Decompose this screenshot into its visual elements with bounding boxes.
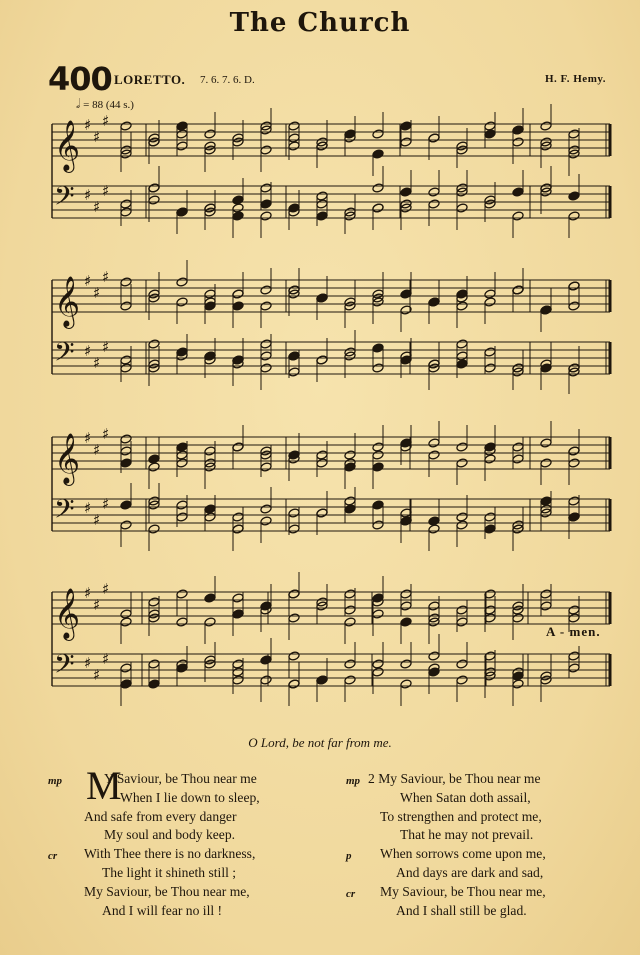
note-head bbox=[512, 442, 524, 452]
note-head bbox=[176, 458, 188, 468]
note-head bbox=[260, 211, 272, 221]
note-head bbox=[512, 125, 524, 135]
note-head bbox=[176, 589, 188, 599]
sharp-icon: ♯ bbox=[84, 584, 92, 602]
note-head bbox=[260, 516, 272, 526]
note-head bbox=[568, 211, 580, 221]
verse-text: My Saviour, be Thou near me, bbox=[380, 883, 546, 899]
note-head bbox=[176, 512, 188, 522]
note-head bbox=[288, 613, 300, 623]
note-head bbox=[260, 462, 272, 472]
note-head bbox=[484, 363, 496, 373]
verse-line bbox=[346, 902, 626, 921]
note-head bbox=[484, 512, 496, 522]
note-head bbox=[204, 504, 216, 514]
note-head bbox=[456, 442, 468, 452]
note-head bbox=[400, 617, 412, 627]
note-head bbox=[288, 508, 300, 518]
note-head bbox=[120, 609, 132, 619]
note-head bbox=[260, 504, 272, 514]
note-head bbox=[568, 281, 580, 291]
note-head bbox=[456, 359, 468, 369]
note-head bbox=[512, 613, 524, 623]
note-head bbox=[288, 141, 300, 151]
note-head bbox=[260, 351, 272, 361]
verse-text: That he may not prevail. bbox=[400, 827, 534, 843]
sharp-icon: ♯ bbox=[93, 511, 101, 529]
note-head bbox=[372, 442, 384, 452]
verse-line bbox=[48, 770, 338, 789]
note-head bbox=[120, 500, 132, 510]
sharp-icon: ♯ bbox=[102, 112, 110, 130]
note-head bbox=[232, 195, 244, 205]
note-head bbox=[176, 617, 188, 627]
verse-text: When Satan doth assail, bbox=[400, 789, 531, 805]
note-head bbox=[428, 601, 440, 611]
verse-text: To strengthen and protect me, bbox=[380, 808, 542, 824]
note-head bbox=[344, 504, 356, 514]
verse-line bbox=[346, 845, 626, 864]
note-head bbox=[568, 512, 580, 522]
note-head bbox=[568, 458, 580, 468]
note-head bbox=[148, 454, 160, 464]
note-head bbox=[288, 589, 300, 599]
note-head bbox=[120, 434, 132, 444]
dynamic-mark: cr bbox=[346, 887, 356, 900]
verse-line bbox=[48, 902, 338, 921]
note-head bbox=[372, 462, 384, 472]
note-head bbox=[260, 655, 272, 665]
sharp-icon: ♯ bbox=[84, 429, 92, 447]
note-head bbox=[204, 593, 216, 603]
note-head bbox=[568, 301, 580, 311]
note-head bbox=[540, 601, 552, 611]
note-head bbox=[288, 651, 300, 661]
verse-line bbox=[48, 808, 338, 827]
note-head bbox=[176, 500, 188, 510]
note-head bbox=[568, 191, 580, 201]
note-head bbox=[232, 593, 244, 603]
verse-line bbox=[346, 770, 626, 789]
sharp-icon: ♯ bbox=[93, 284, 101, 302]
note-head bbox=[148, 339, 160, 349]
note-head bbox=[540, 458, 552, 468]
tune-name: LORETTO. bbox=[114, 72, 186, 87]
note-head bbox=[344, 589, 356, 599]
note-head bbox=[568, 129, 580, 139]
verse-line bbox=[346, 864, 626, 883]
verse-line bbox=[48, 789, 338, 808]
note-head bbox=[344, 450, 356, 460]
note-head bbox=[344, 675, 356, 685]
note-head bbox=[316, 508, 328, 518]
sharp-icon: ♯ bbox=[93, 128, 101, 146]
note-head bbox=[456, 675, 468, 685]
note-head bbox=[260, 339, 272, 349]
verse-line bbox=[346, 826, 626, 845]
note-head bbox=[204, 129, 216, 139]
note-head bbox=[232, 289, 244, 299]
note-head bbox=[316, 355, 328, 365]
dynamic-mark: p bbox=[346, 850, 352, 863]
note-head bbox=[540, 496, 552, 506]
verse-line bbox=[48, 864, 338, 883]
note-head bbox=[176, 450, 188, 460]
sharp-icon: ♯ bbox=[93, 666, 101, 684]
note-head bbox=[428, 133, 440, 143]
verse-text: And I shall still be glad. bbox=[396, 902, 527, 918]
note-head bbox=[456, 203, 468, 213]
verse-line bbox=[48, 826, 338, 845]
sharp-icon: ♯ bbox=[84, 342, 92, 360]
sharp-icon: ♯ bbox=[102, 338, 110, 356]
note-head bbox=[260, 363, 272, 373]
note-head bbox=[260, 675, 272, 685]
sharp-icon: ♯ bbox=[84, 186, 92, 204]
sharp-icon: ♯ bbox=[93, 596, 101, 614]
note-head bbox=[512, 454, 524, 464]
note-head bbox=[400, 187, 412, 197]
note-head bbox=[512, 187, 524, 197]
treble-clef-icon: 𝄞 bbox=[54, 433, 81, 484]
note-head bbox=[568, 496, 580, 506]
note-head bbox=[456, 659, 468, 669]
verse-text: The light it shineth still ; bbox=[102, 864, 237, 880]
note-head bbox=[204, 446, 216, 456]
note-head bbox=[316, 675, 328, 685]
bass-clef-icon: 𝄢 bbox=[54, 493, 75, 531]
dynamic-mark: cr bbox=[48, 850, 58, 863]
note-head bbox=[176, 442, 188, 452]
note-head bbox=[120, 663, 132, 673]
note-head bbox=[120, 301, 132, 311]
verse-line bbox=[346, 883, 626, 902]
note-head bbox=[316, 450, 328, 460]
note-head bbox=[176, 277, 188, 287]
note-head bbox=[456, 520, 468, 530]
note-head bbox=[344, 496, 356, 506]
note-head bbox=[372, 500, 384, 510]
note-head bbox=[232, 442, 244, 452]
treble-clef-icon: 𝄞 bbox=[54, 588, 81, 639]
note-head bbox=[260, 145, 272, 155]
note-head bbox=[428, 651, 440, 661]
verse-line bbox=[346, 808, 626, 827]
note-head bbox=[232, 609, 244, 619]
note-head bbox=[456, 458, 468, 468]
note-head bbox=[176, 129, 188, 139]
note-head bbox=[148, 679, 160, 689]
note-head bbox=[232, 512, 244, 522]
verse-text: Y Saviour, be Thou near me bbox=[104, 771, 257, 786]
verse-line bbox=[48, 845, 338, 864]
note-head bbox=[540, 589, 552, 599]
sharp-icon: ♯ bbox=[102, 425, 110, 443]
note-head bbox=[400, 679, 412, 689]
sharp-icon: ♯ bbox=[102, 182, 110, 200]
note-head bbox=[372, 149, 384, 159]
verse-line bbox=[48, 883, 338, 902]
note-head bbox=[260, 183, 272, 193]
treble-clef-icon: 𝄞 bbox=[54, 120, 81, 171]
drop-cap: M bbox=[86, 763, 122, 808]
note-head bbox=[232, 524, 244, 534]
sharp-icon: ♯ bbox=[93, 441, 101, 459]
note-head bbox=[428, 438, 440, 448]
note-head bbox=[456, 605, 468, 615]
sharp-icon: ♯ bbox=[102, 268, 110, 286]
note-head bbox=[316, 191, 328, 201]
note-head bbox=[204, 512, 216, 522]
note-head bbox=[260, 301, 272, 311]
note-head bbox=[568, 663, 580, 673]
verse-text: When I lie down to sleep, bbox=[120, 789, 260, 805]
bass-clef-icon: 𝄢 bbox=[54, 336, 75, 374]
sharp-icon: ♯ bbox=[102, 580, 110, 598]
note-head bbox=[120, 617, 132, 627]
verse-text: My soul and body keep. bbox=[104, 827, 236, 843]
verse-text: And safe from every danger bbox=[84, 808, 237, 824]
note-head bbox=[512, 285, 524, 295]
note-head bbox=[400, 589, 412, 599]
note-head bbox=[372, 129, 384, 139]
note-head bbox=[120, 199, 132, 209]
note-head bbox=[372, 363, 384, 373]
note-head bbox=[316, 199, 328, 209]
note-head bbox=[372, 343, 384, 353]
sharp-icon: ♯ bbox=[84, 654, 92, 672]
note-head bbox=[568, 446, 580, 456]
note-head bbox=[400, 601, 412, 611]
note-head bbox=[456, 351, 468, 361]
note-head bbox=[204, 289, 216, 299]
note-head bbox=[372, 450, 384, 460]
verse-text: And days are dark and sad, bbox=[396, 864, 544, 880]
meter: 7. 6. 7. 6. D. bbox=[200, 74, 255, 86]
note-head bbox=[400, 121, 412, 131]
note-head bbox=[428, 524, 440, 534]
verse-text: My Saviour, be Thou near me, bbox=[84, 883, 250, 899]
sharp-icon: ♯ bbox=[84, 272, 92, 290]
note-head bbox=[484, 524, 496, 534]
note-head bbox=[288, 679, 300, 689]
note-head bbox=[148, 183, 160, 193]
scripture-text: O Lord, be not far from me. bbox=[248, 735, 392, 750]
note-head bbox=[372, 520, 384, 530]
note-head bbox=[176, 121, 188, 131]
note-head bbox=[344, 605, 356, 615]
verse-line bbox=[346, 789, 626, 808]
composer: H. F. Hemy. bbox=[544, 73, 606, 85]
note-head bbox=[428, 516, 440, 526]
note-head bbox=[484, 347, 496, 357]
sharp-icon: ♯ bbox=[102, 495, 110, 513]
note-head bbox=[428, 199, 440, 209]
note-head bbox=[232, 659, 244, 669]
note-head bbox=[372, 667, 384, 677]
note-head bbox=[120, 121, 132, 131]
note-head bbox=[540, 121, 552, 131]
dynamic-mark: mp bbox=[346, 775, 361, 787]
hymn-number: 400 bbox=[48, 60, 112, 98]
note-head bbox=[176, 297, 188, 307]
sharp-icon: ♯ bbox=[93, 354, 101, 372]
note-head bbox=[232, 667, 244, 677]
verse-2 bbox=[346, 770, 626, 920]
sharp-icon: ♯ bbox=[102, 650, 110, 668]
note-head bbox=[232, 211, 244, 221]
note-head bbox=[232, 675, 244, 685]
note-head bbox=[372, 203, 384, 213]
note-head bbox=[148, 462, 160, 472]
note-head bbox=[260, 285, 272, 295]
note-head bbox=[568, 605, 580, 615]
amen-lyric: A - men. bbox=[546, 624, 601, 639]
note-head bbox=[512, 211, 524, 221]
note-head bbox=[484, 454, 496, 464]
dynamic-mark: mp bbox=[48, 775, 63, 787]
note-head bbox=[316, 211, 328, 221]
note-head bbox=[540, 438, 552, 448]
note-head bbox=[428, 187, 440, 197]
note-head bbox=[204, 617, 216, 627]
sharp-icon: ♯ bbox=[93, 198, 101, 216]
verse-1 bbox=[48, 770, 338, 920]
note-head bbox=[120, 446, 132, 456]
note-head bbox=[148, 195, 160, 205]
note-head bbox=[232, 203, 244, 213]
bass-clef-icon: 𝄢 bbox=[54, 180, 75, 218]
note-head bbox=[512, 137, 524, 147]
treble-clef-icon: 𝄞 bbox=[54, 276, 81, 327]
note-head bbox=[120, 458, 132, 468]
note-head bbox=[120, 520, 132, 530]
note-head bbox=[484, 297, 496, 307]
note-head bbox=[316, 458, 328, 468]
note-head bbox=[288, 524, 300, 534]
note-head bbox=[400, 137, 412, 147]
note-head bbox=[232, 301, 244, 311]
note-head bbox=[148, 524, 160, 534]
verse-text: 2 My Saviour, be Thou near me bbox=[368, 771, 541, 786]
note-head bbox=[120, 363, 132, 373]
half-note-icon: 𝅗𝅥 bbox=[76, 96, 81, 111]
note-head bbox=[176, 141, 188, 151]
note-head bbox=[484, 121, 496, 131]
note-head bbox=[148, 597, 160, 607]
note-head bbox=[120, 355, 132, 365]
verse-text: When sorrows come upon me, bbox=[380, 846, 546, 862]
note-head bbox=[316, 293, 328, 303]
note-head bbox=[344, 659, 356, 669]
note-head bbox=[288, 121, 300, 131]
note-head bbox=[120, 207, 132, 217]
note-head bbox=[484, 129, 496, 139]
note-head bbox=[288, 367, 300, 377]
note-head bbox=[372, 183, 384, 193]
note-head bbox=[400, 659, 412, 669]
note-head bbox=[456, 617, 468, 627]
note-head bbox=[428, 450, 440, 460]
note-head bbox=[512, 679, 524, 689]
note-head bbox=[484, 289, 496, 299]
note-head bbox=[120, 277, 132, 287]
sharp-icon: ♯ bbox=[84, 116, 92, 134]
note-head bbox=[568, 613, 580, 623]
note-head bbox=[456, 339, 468, 349]
note-head bbox=[372, 609, 384, 619]
verse-text: With Thee there is no darkness, bbox=[84, 846, 256, 862]
verse-text: And I will fear no ill ! bbox=[102, 902, 223, 918]
note-head bbox=[456, 512, 468, 522]
tempo-text: = 88 (44 s.) bbox=[83, 99, 134, 111]
sharp-icon: ♯ bbox=[84, 499, 92, 517]
note-head bbox=[456, 301, 468, 311]
section-title: The Church bbox=[229, 8, 411, 38]
note-head bbox=[260, 199, 272, 209]
note-head bbox=[568, 651, 580, 661]
note-head bbox=[344, 617, 356, 627]
note-head bbox=[288, 133, 300, 143]
note-head bbox=[372, 659, 384, 669]
bass-clef-icon: 𝄢 bbox=[54, 648, 75, 686]
note-head bbox=[148, 659, 160, 669]
